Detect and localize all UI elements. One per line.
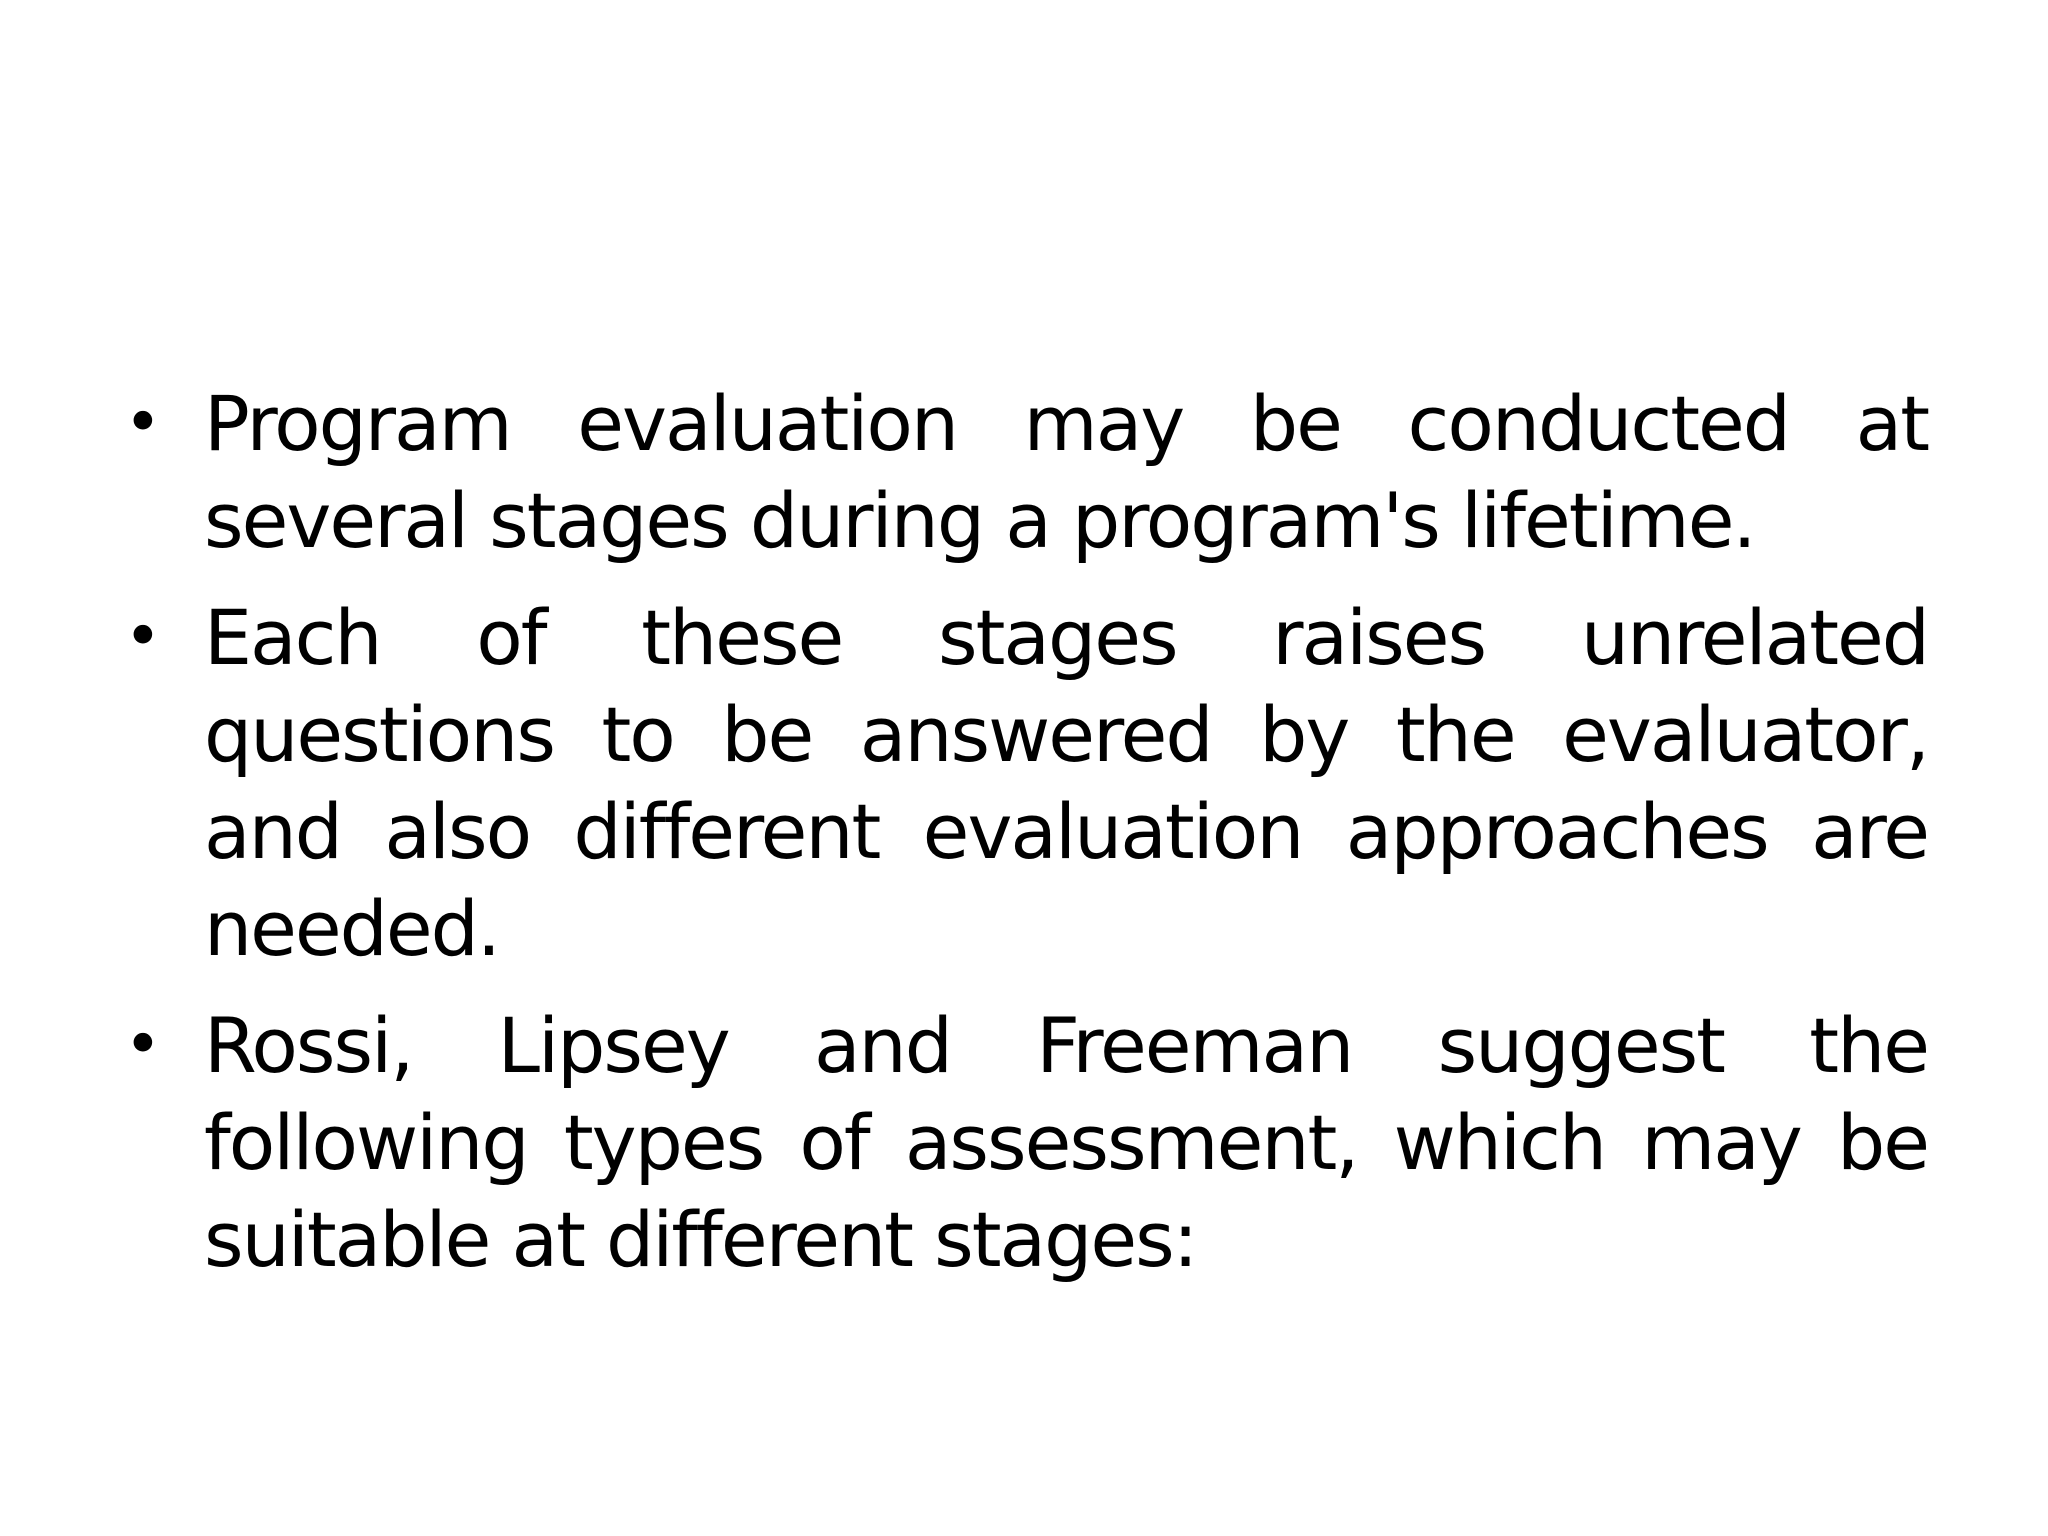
bullet-text: Program evaluation may be conducted at several stages during a program's lifetime. [204,379,1928,565]
bullet-text: Rossi, Lipsey and Freeman suggest the following types of assessment, which may be suitable at different stages: [204,1001,1928,1284]
bullet-list [118,375,1928,1308]
bullet-dot-icon: • [124,386,160,460]
bullet-item [118,997,1928,1288]
bullet-item [118,589,1928,977]
bullet-text: Each of these stages raises unrelated questions to be answered by the evaluator, and also different evaluation approaches are needed. [204,593,1928,973]
bullet-dot-icon: • [124,600,160,674]
bullet-item [118,375,1928,569]
bullet-dot-icon: • [124,1008,160,1082]
